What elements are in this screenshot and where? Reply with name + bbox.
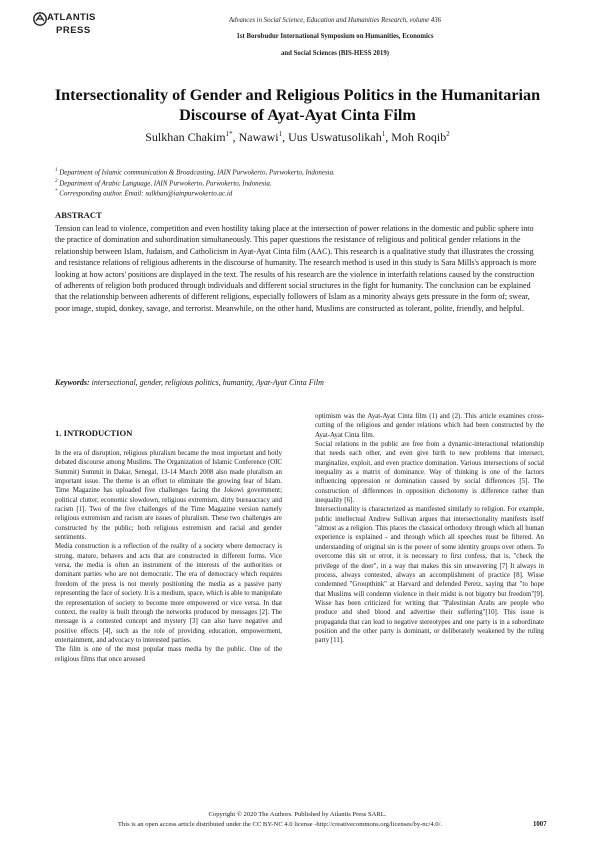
keywords-label: Keywords:: [55, 378, 90, 387]
abstract-text: Tension can lead to violence, competition and even hostility taking place at the intersection of power relations in the domestic and public sphere into the practice of domination and subordination simultaneously. This paper questions the resistance of religious and political gender relations in the relationship between Islam, Judaism, and Catholicism in Ayat-Ayat Cinta film (AAC). This research is a qualitative study that illustrates the crossing and resistance relations of religious adherents in the discourse of humanity. The research method is used in this study is Sara Mills's approach is more looking at how actors' positions are displayed in the text. The results of his research are the violence in interfaith relations caused by the construction of adherents of religion both produced through individuals and different social structures in the fight for humanity. The conclusion can be explained that the relationship between adherents of different religions, especially followers of Islam as a minority always gets pressure in the form of; swear, poor image, stupid, donkey, savage, and terrorist. Meanwhile, on the other hand, Muslims are constructed as tolerant, polite, friendly, and helpful.: [55, 224, 537, 313]
keywords-text: intersectional, gender, religious politics, humanity, Ayat-Ayat Cinta Film: [91, 378, 324, 387]
affiliation-sup: 1: [55, 168, 58, 173]
publisher-logo: [33, 12, 103, 40]
author-sup: 1: [278, 130, 283, 138]
author-name: Uus Uswatusolikah: [288, 130, 382, 144]
logo-line1: ATLANTIS: [47, 12, 96, 23]
affiliation-text: Department of Arabic Language, IAIN Purwokerto, Purwokerto, Indonesia.: [59, 179, 272, 188]
author-list: Sulkhan Chakim$^{1*}$, Nawawi$^1$, Uus Uswatusolikah$^1$, Moh Roqib$^2$: [145, 130, 450, 144]
right-column: [315, 412, 544, 646]
author-name: Sulkhan Chakim: [145, 130, 226, 144]
series-header: Advances in Social Science, Education and Humanities Research, volume 436: [228, 17, 442, 24]
keywords: [55, 377, 539, 388]
page-number: 1007: [533, 821, 547, 828]
conference-header-line2: and Social Sciences (BIS-HESS 2019): [280, 50, 389, 57]
paragraph: In the era of disruption, religious pluralism became the most important and hotly debated discourse among Muslims. The Organization of Islamic Conference (OIC Summit) Summit in Dakar, Senegal, 13-14 March 2008 also made pluralism an important issue. The theme is an effort to eliminate the growing fear of Islam. Time Magazine has uploaded five challenges facing the Jokowi government; political clutter, economic slowdown, religious extremism, dirty bureaucracy and racism [1]. Two of the five challenges of the Time Magazine version namely religious extremism and racism are issues of pluralism. These two challenges are constructed by the public; both religious extremism and racial and gender sentiments.: [55, 450, 282, 542]
affiliation-sup: 2: [55, 179, 58, 184]
author-sup: 1: [381, 130, 386, 138]
affiliation: [55, 166, 335, 177]
paragraph: The film is one of the most popular mass media by the public. One of the religious films that once aroused: [55, 646, 282, 663]
paragraph: Intersectionality is characterized as manifested similarly to religion. For example, public intellectual Andrew Sullivan argues that intersectionality manifests itself "almost as a religion. This places the classical orthodoxy through which all human experience is explained - and through which all speeches must be filtered. An understanding of original sin is the power of some identity groups over others. To overcome this sin or error, it is necessary to first confess, that is, "check the privilege of the doer", in a way that makes this sin unwavering [7] It always in process, always contested, always an accomplishment of practice [8]. Wisse condemned "Groupthink" at Harvard and defended Peretz, saying that "to hope that Muslims will condemn violence in their midst is not bigotry but freedom"[9]. Wisse has been criticized for writing that "Palestinian Arabs are people who produce and shed blood and advertise their suffering"[10]. This issue is propaganda that can lead to negative stereotypes and one party is in a subordinate position and the other party is dominant, or deliberately weakened by the ruling party [11].: [315, 506, 544, 645]
atlantis-logo-icon: [33, 12, 47, 26]
left-column: [55, 449, 282, 664]
paragraph: Media construction is a reflection of the reality of a society where democracy is strong, mature, behaves and acts that are constructed in different forms. Vice versa, the media is often an instrument of the interests of the authorities or dominant parties who are not democratic. The era of democracy which requires freedom of the press is not merely positioning the media as a passive party representing the face of society. It is a medium, space, which is able to manipulate the representation of society to become more empowered or vice versa. In that context, the reality is built through the networks produced by messages [2]. The message is a contested concept and mystery [3] can also have negative and positive effects [4], such as the role of providing education, empowerment, entertainment, and advocacy to interested parties.: [55, 543, 282, 644]
author-sup: 2: [446, 130, 450, 138]
conference-header-line1: 1st Borobudur International Symposium on Humanities, Economics: [236, 33, 434, 40]
author-sup: 1*: [225, 130, 233, 138]
logo-line2: PRESS: [56, 25, 91, 36]
footer-copyright: Copyright © 2020 The Authors. Published by Atlantis Press SARL.: [208, 811, 387, 818]
affiliation-text: Department of Islamic communication & Broadcasting, IAIN Purwokerto, Purwokerto, Indonesia.: [59, 168, 335, 177]
affiliation-sup: *: [55, 189, 58, 194]
section-heading: 1. INTRODUCTION: [55, 428, 133, 438]
author-name: Moh Roqib: [391, 130, 447, 144]
abstract-heading: ABSTRACT: [55, 210, 102, 220]
paragraph: optimism was the Ayat-Ayat Cinta film (1) and (2). This article examines cross-cutting of the religious and gender relations which had been constructed by the Ayat-Ayat Cinta film.: [315, 413, 544, 439]
author-name: Nawawi: [238, 130, 279, 144]
footer-license: This is an open access article distributed under the CC BY-NC 4.0 license -http://creativecommons.org/licenses/by-nc/4.0/.: [117, 821, 443, 828]
paragraph: Social relations in the public are free from a dynamic-interactional relationship that needs each other, and even give birth to new problems that intersect, marginalize, exploit, and even practice domination. Various intersections of social inequality as a matrix of dominance. Way of thinking is one of the factors influencing oppression or domination caused by social differences [5]. The construction of differences in opposition dichotomy is difference rather than inequality [6].: [315, 441, 544, 505]
affiliation: [55, 187, 232, 198]
paper-title: Intersectionality of Gender and Religious Politics in the Humanitarian Discourse of Ayat-Ayat Cinta Film: [54, 86, 541, 124]
affiliation-text: Corresponding author. Email: sulkhan@iainpurwokerto.ac.id: [59, 189, 233, 198]
